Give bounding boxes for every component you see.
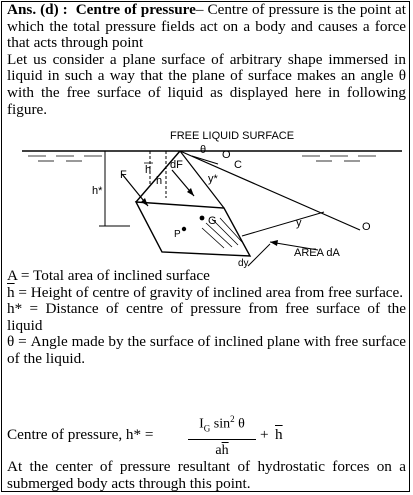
def-A: A = Total area of inclined surface xyxy=(7,267,210,284)
G-label: G xyxy=(208,215,217,227)
C-label: C xyxy=(234,159,242,171)
y-label: y xyxy=(296,217,302,229)
conclusion-paragraph: At the center of pressure resultant of hydrostatic forces on a submerged body acts through this point. xyxy=(7,458,406,492)
fraction-bar xyxy=(188,439,256,440)
dF-label: dF xyxy=(170,159,183,171)
F-label: F xyxy=(120,169,127,181)
axis-tick xyxy=(192,156,218,164)
definition-text: – Centre of pressure is the point at which the total pressure fields act on a body and causes a force that acts through point xyxy=(7,1,407,52)
O-right-label: O xyxy=(362,221,371,233)
dy-label: dy xyxy=(238,258,249,269)
formula-label: Centre of pressure, h* = xyxy=(7,426,154,443)
pressure-P-point xyxy=(182,227,186,231)
answer-box xyxy=(1,1,410,492)
free-surface-label: FREE LIQUID SURFACE xyxy=(170,130,295,142)
y-dimension xyxy=(242,212,324,236)
inclined-plate xyxy=(136,202,250,256)
formula-fraction xyxy=(186,410,258,460)
O-top-label: O xyxy=(222,149,231,161)
inclined-axis xyxy=(180,151,360,230)
theta-label: θ xyxy=(200,144,207,156)
area-label: AREA dA xyxy=(294,247,340,259)
def-hbar xyxy=(7,285,406,302)
formula-denominator: $a\overline{h}$ xyxy=(215,443,229,459)
heading: Centre of pressure xyxy=(75,1,196,18)
formula xyxy=(7,410,406,458)
def-theta: θ = Angle made by the surface of inclined plane with free surface of the liquid. xyxy=(7,333,406,367)
intro-text xyxy=(7,2,406,118)
hbar-label: h xyxy=(145,164,152,176)
h-label: h xyxy=(156,175,163,187)
hstar-label: h* xyxy=(92,185,103,197)
ystar-label: y* xyxy=(208,173,218,185)
setup-paragraph: Let us consider a plane surface of arbitrary shape immersed in liquid in such a way that the plane of surface makes an angle θ with the free surface of liquid as displayed here in following figure. xyxy=(7,50,406,118)
inclined-plane-figure xyxy=(2,126,411,270)
answer-label: Ans. (d) : xyxy=(7,1,68,18)
definitions xyxy=(7,268,406,368)
dy-dimension xyxy=(248,244,270,266)
P-label: P xyxy=(174,229,181,240)
formula-numerator: $I_G$ $\sin^2 \theta$ xyxy=(199,414,245,434)
hbar-text: = Height of centre of gravity of inclined area from free surface. xyxy=(14,283,404,301)
hbar-symbol: $\overline{h}$ xyxy=(7,283,15,301)
def-hstar: h* = Distance of centre of pressure from free surface of the liquid xyxy=(7,300,406,334)
formula-hbar: $\overline{h}$ xyxy=(275,426,283,443)
formula-plus: + xyxy=(260,426,269,443)
centroid-G-point xyxy=(200,216,205,221)
definition-paragraph xyxy=(7,2,406,52)
